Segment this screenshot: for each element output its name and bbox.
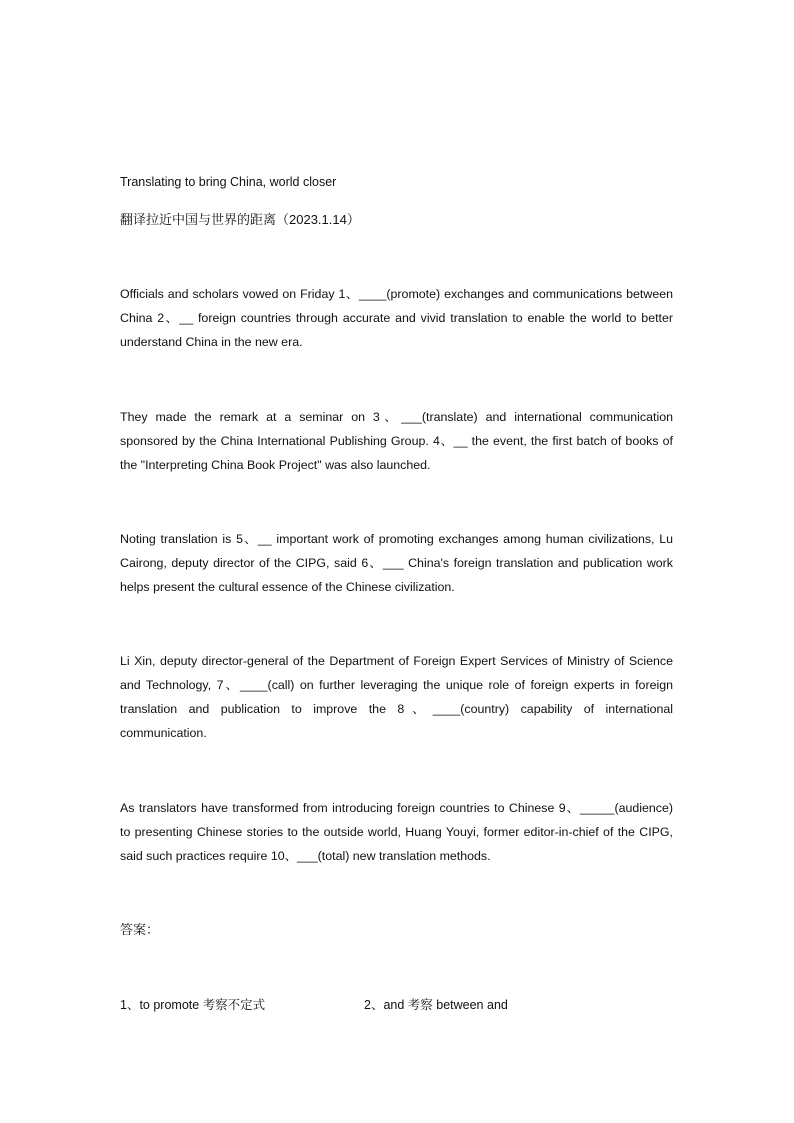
paragraph-1: Officials and scholars vowed on Friday 1、____(promote) exchanges and communications between China 2、__ foreign countries through accurate and vivid translation to enable the world to better understand China in the new era. — [120, 287, 673, 349]
answer-2: 2、and 考察 between and — [364, 998, 508, 1012]
answer-1: 1、to promote 考察不定式 — [120, 998, 266, 1012]
paragraph-4: Li Xin, deputy director-general of the Department of Foreign Expert Services of Ministry of Science and Technology, 7、____(call) on further leveraging the unique role of foreign experts in foreign translation and publication to improve the 8、____(country) capability of international communication. — [120, 654, 673, 740]
chinese-title: 翻译拉近中国与世界的距离（2023.1.14） — [120, 212, 360, 227]
paragraph-2: They made the remark at a seminar on 3、___(translate) and international communication sponsored by the China International Publishing Group. 4、__ the event, the first batch of books of the "Interpreting China Book Project" was also launched. — [120, 410, 673, 472]
paragraph-5: As translators have transformed from introducing foreign countries to Chinese 9、_____(audience) to presenting Chinese stories to the outside world, Huang Youyi, former editor-in-chief of the CIPG, said such practices require 10、___(total) new translation methods. — [120, 801, 673, 863]
paragraph-3: Noting translation is 5、__ important work of promoting exchanges among human civilizations, Lu Cairong, deputy director of the CIPG, said 6、___ China's foreign translation and publication work helps present the cultural essence of the Chinese civilization. — [120, 532, 673, 594]
english-title: Translating to bring China, world closer — [120, 175, 337, 189]
answer-heading: 答案： — [120, 922, 160, 937]
